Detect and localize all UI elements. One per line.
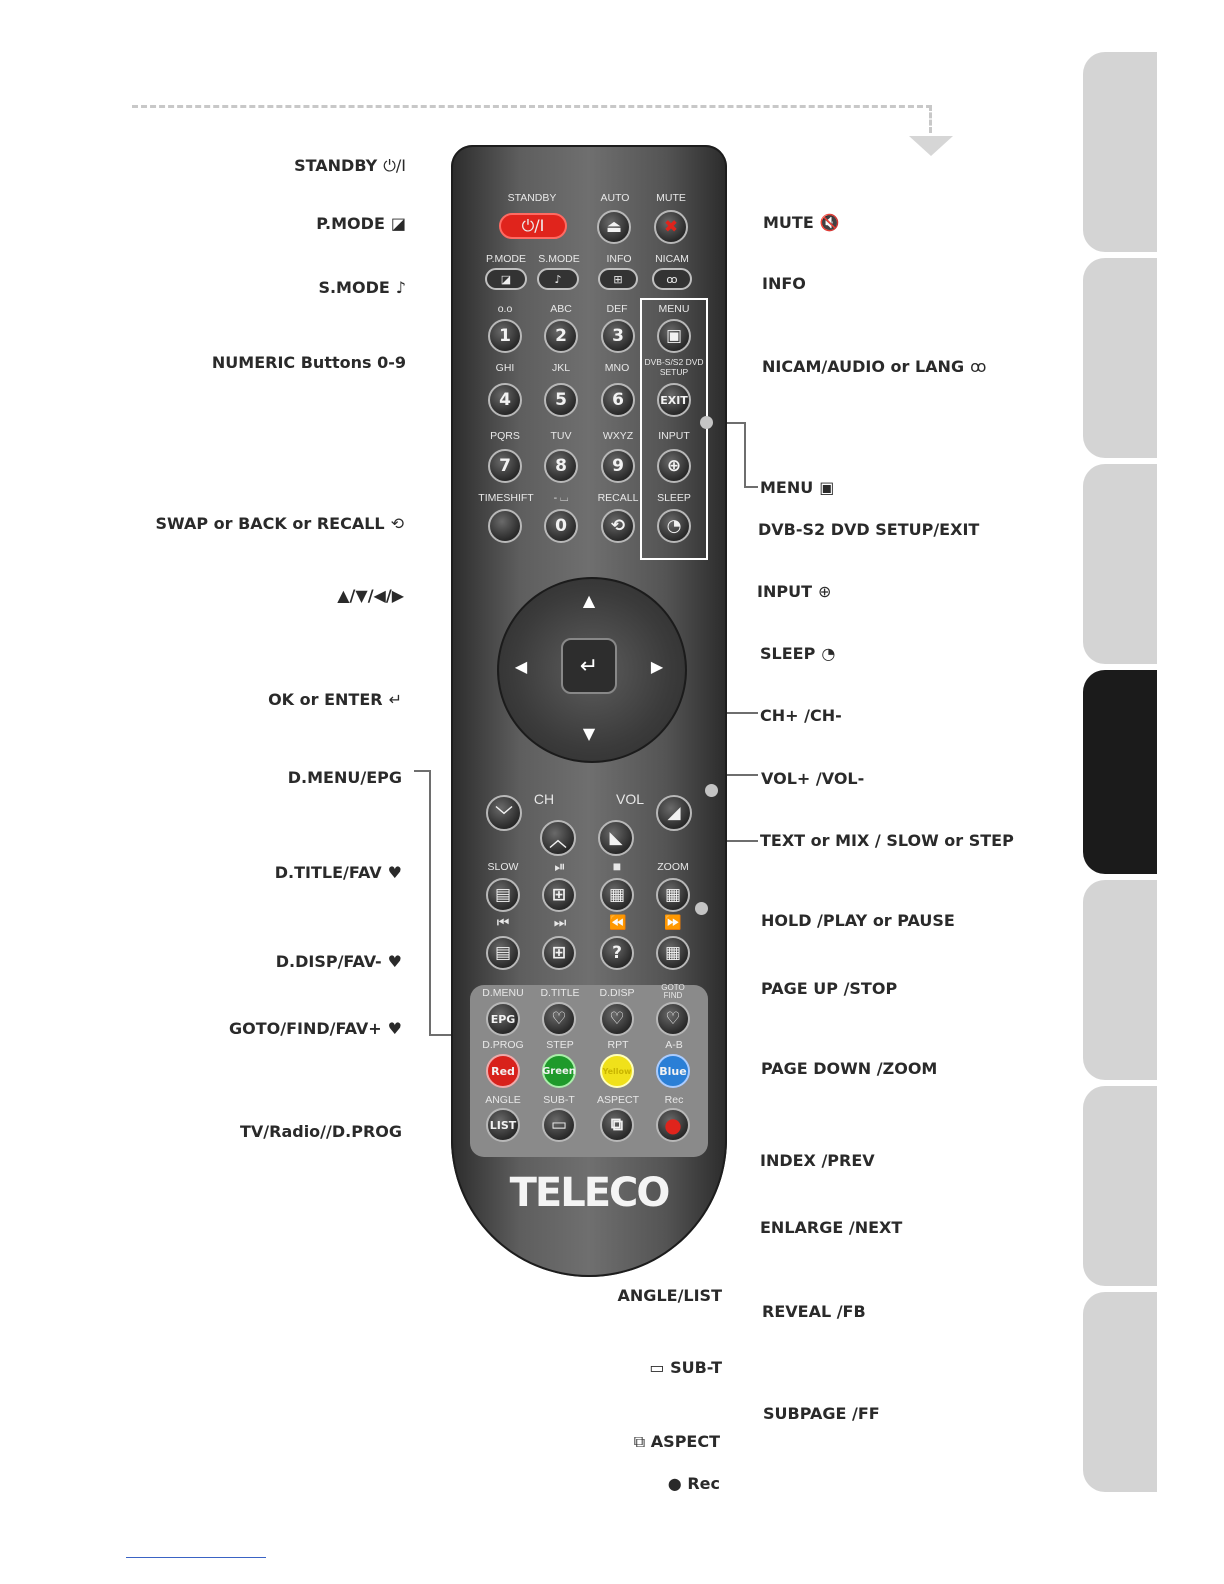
menu-button[interactable]	[657, 319, 691, 353]
ok-enter-button[interactable]	[561, 638, 617, 694]
digit-5-button[interactable]: 5	[544, 383, 578, 417]
rewind-icon: ⏪	[609, 914, 627, 930]
connector-line	[726, 774, 758, 776]
label-dvb: DVB-S2 DVD SETUP/EXIT	[758, 520, 980, 539]
page-up-button[interactable]	[600, 878, 634, 912]
caption-info: INFO	[606, 253, 632, 265]
page-down-icon: ▦	[664, 885, 682, 905]
exit-button[interactable]: EXIT	[657, 383, 691, 417]
caption-dmenu: D.MENU	[482, 987, 524, 999]
left-arrow-button[interactable]	[505, 650, 537, 682]
label-ddisp: D.DISP/FAV- ♥	[275, 952, 402, 971]
digit-2-button[interactable]: 2	[544, 319, 578, 353]
eject-icon: ⏏	[605, 217, 623, 237]
label-goto: GOTO/FIND/FAV+ ♥	[228, 1019, 402, 1038]
caption-rpt: RPT	[607, 1039, 629, 1051]
page-down-button[interactable]	[656, 878, 690, 912]
section-tab-7[interactable]	[1083, 1292, 1157, 1492]
sleep-icon: ◔	[666, 516, 682, 536]
caption-wxyz: WXYZ	[602, 430, 634, 442]
text-mix-button[interactable]	[486, 878, 520, 912]
label-s-mode: S.MODE ♪	[318, 278, 406, 297]
digit-7-button[interactable]: 7	[488, 449, 522, 483]
label-enlarge: ENLARGE /NEXT	[760, 1218, 903, 1237]
play-pause-icon: ⏯	[554, 858, 566, 874]
input-icon: ⊕	[817, 582, 832, 601]
subtitle-button[interactable]	[542, 1108, 576, 1142]
vol-down-button[interactable]	[598, 820, 634, 856]
label-info: INFO	[762, 274, 806, 293]
caption-auto: AUTO	[600, 192, 630, 204]
mute-icon: 🔇	[819, 213, 840, 232]
rec-dot-icon: ●	[664, 1113, 682, 1137]
connector-line	[429, 770, 431, 1036]
rec-button[interactable]	[656, 1108, 690, 1142]
rec-dot-icon: ●	[667, 1474, 682, 1493]
menu-icon: ▣	[665, 326, 683, 346]
label-reveal: REVEAL /FB	[762, 1302, 866, 1321]
left-arrow-icon: ◀	[514, 656, 528, 676]
label-index: INDEX /PREV	[760, 1151, 875, 1170]
section-tab-6[interactable]	[1083, 1086, 1157, 1286]
standby-button[interactable]	[499, 213, 567, 239]
caption-abc: ABC	[550, 303, 572, 315]
label-input: INPUT ⊕	[757, 582, 832, 601]
nicam-icon: ꝏ	[666, 272, 678, 286]
caption-def: DEF	[606, 303, 628, 315]
subtitle-icon: ▭	[550, 1115, 568, 1135]
sleep-button[interactable]	[657, 509, 691, 543]
volume-down-icon: ◣	[609, 828, 623, 848]
up-arrow-icon: ▲	[582, 590, 596, 610]
label-dmenu: D.MENU/EPG	[287, 768, 402, 787]
connector-line	[744, 486, 758, 488]
section-tab-5[interactable]	[1083, 880, 1157, 1080]
caption-timeshift: TIMESHIFT	[478, 492, 534, 504]
label-standby: STANDBY ⏻/I	[294, 156, 406, 175]
label-sleep: SLEEP ◔	[760, 644, 836, 663]
label-swap: SWAP or BACK or RECALL ⟲	[155, 514, 404, 533]
caption-ch: CH	[533, 791, 555, 807]
brand-logo: TELECO	[509, 1170, 669, 1216]
input-icon: ⊕	[666, 456, 682, 476]
callout-dot	[700, 416, 713, 429]
hold-button[interactable]	[542, 878, 576, 912]
hold-icon: ⊞	[551, 885, 567, 905]
down-arrow-button[interactable]	[569, 718, 609, 748]
caption-smode: S.MODE	[538, 253, 580, 265]
caption-dash: - ⌴	[553, 492, 569, 504]
reveal-icon: ?	[612, 943, 622, 963]
caption-mute: MUTE	[656, 192, 686, 204]
label-tvradio: TV/Radio//D.PROG	[239, 1122, 402, 1141]
caption-ab: A-B	[665, 1039, 683, 1051]
reveal-button[interactable]	[600, 936, 634, 970]
aspect-icon: ⧉	[633, 1432, 646, 1451]
teletext-icon: ▤	[494, 885, 512, 905]
p-mode-button[interactable]	[485, 268, 527, 290]
dtitle-fav-button[interactable]	[542, 1002, 576, 1036]
label-angle: ANGLE/LIST	[617, 1286, 722, 1305]
label-subt: ▭ SUB-T	[649, 1358, 722, 1377]
label-subpage: SUBPAGE /FF	[763, 1404, 880, 1423]
caption-zoom: ZOOM	[657, 861, 689, 873]
nicam-button[interactable]	[652, 268, 692, 290]
volume-up-icon: ◢	[667, 803, 681, 823]
aspect-button[interactable]	[600, 1108, 634, 1142]
ch-up-button[interactable]	[540, 820, 576, 856]
auto-button[interactable]	[597, 210, 631, 244]
digit-0-button[interactable]: 0	[544, 509, 578, 543]
recall-icon: ⟲	[390, 514, 404, 533]
caption-pqrs: PQRS	[490, 430, 520, 442]
footer-rule	[126, 1557, 266, 1558]
connector-line	[744, 422, 746, 488]
label-numeric: NUMERIC Buttons 0-9	[211, 353, 406, 372]
label-mute: MUTE 🔇	[763, 213, 840, 232]
digit-4-button[interactable]: 4	[488, 383, 522, 417]
heart-minus-icon: ♡	[609, 1009, 625, 1029]
page-up-icon: ▦	[608, 885, 626, 905]
menu-icon: ▣	[819, 478, 835, 497]
list-button[interactable]: LIST	[486, 1108, 520, 1142]
prev-icon: ⏮	[496, 914, 510, 930]
caption-dvb: DVB-S/S2 DVD SETUP	[644, 357, 704, 377]
picture-mode-icon: ◪	[500, 272, 512, 286]
epg-button[interactable]: EPG	[486, 1002, 520, 1036]
chevron-up-icon: ︿	[549, 830, 567, 851]
recall-icon: ⟲	[610, 516, 626, 536]
mute-button[interactable]	[654, 210, 688, 244]
chevron-down-icon: ﹀	[495, 805, 513, 826]
heart-icon: ♥	[387, 863, 402, 882]
caption-mno: MNO	[604, 362, 630, 374]
stop-icon: ■	[612, 858, 622, 874]
aspect-icon: ⧉	[610, 1115, 624, 1135]
fast-forward-icon: ⏩	[664, 914, 682, 930]
goto-fav-plus-button[interactable]	[656, 1002, 690, 1036]
caption-tuv: TUV	[550, 430, 572, 442]
info-button[interactable]	[598, 268, 638, 290]
right-arrow-button[interactable]	[641, 650, 673, 682]
callout-dot	[705, 784, 718, 797]
caption-aspect: ASPECT	[596, 1094, 639, 1106]
ddisp-fav-minus-button[interactable]	[600, 1002, 634, 1036]
caption-jkl: JKL	[551, 362, 571, 374]
picture-mode-icon: ◪	[390, 214, 406, 233]
digit-3-button[interactable]: 3	[601, 319, 635, 353]
caption-step: STEP	[546, 1039, 574, 1051]
heart-plus-icon: ♡	[665, 1009, 681, 1029]
down-arrow-icon: ▼	[582, 723, 596, 743]
label-pagedown: PAGE DOWN /ZOOM	[761, 1059, 938, 1078]
caption-ddisp: D.DISP	[599, 987, 635, 999]
section-tab-1[interactable]	[1083, 52, 1157, 252]
power-icon: ⏻/I	[521, 216, 545, 235]
index-icon: ▤	[494, 943, 512, 963]
heart-plus-icon: ♥	[387, 1019, 402, 1038]
caption-slow: SLOW	[487, 861, 519, 873]
recall-button[interactable]	[601, 509, 635, 543]
caption-menu: MENU	[658, 303, 690, 315]
info-icon: ⊞	[613, 272, 623, 286]
subpage-icon: ▦	[664, 943, 682, 963]
caption-ghi: GHI	[495, 362, 515, 374]
digit-8-button[interactable]: 8	[544, 449, 578, 483]
right-arrow-icon: ▶	[650, 656, 664, 676]
caption-pmode: P.MODE	[485, 253, 527, 265]
label-arrows: ▲/▼/◀/▶	[337, 586, 404, 605]
caption-standby: STANDBY	[507, 192, 557, 204]
digit-1-button[interactable]: 1	[488, 319, 522, 353]
digit-9-button[interactable]: 9	[601, 449, 635, 483]
timeshift-button[interactable]	[488, 509, 522, 543]
label-p-mode: P.MODE ◪	[316, 214, 406, 233]
input-button[interactable]	[657, 449, 691, 483]
enter-icon: ↵	[579, 653, 599, 679]
caption-oo: o.o	[497, 303, 513, 315]
ch-down-button[interactable]	[486, 795, 522, 831]
label-nicam: NICAM/AUDIO or LANG ꝏ	[762, 357, 987, 376]
blue-button[interactable]: Blue	[656, 1054, 690, 1088]
red-button[interactable]: Red	[486, 1054, 520, 1088]
label-ch: CH+ /CH-	[760, 706, 842, 725]
next-icon: ⏭	[553, 914, 567, 930]
subpage-button[interactable]	[656, 936, 690, 970]
enlarge-button[interactable]	[542, 936, 576, 970]
label-rec: ● Rec	[667, 1474, 720, 1493]
heart-minus-icon: ♥	[387, 952, 402, 971]
caption-subt: SUB-T	[543, 1094, 575, 1106]
dashed-guide-drop	[929, 105, 932, 133]
yellow-button[interactable]: Yellow	[600, 1054, 634, 1088]
section-tab-active[interactable]	[1083, 670, 1157, 874]
index-button[interactable]	[486, 936, 520, 970]
caption-recall: RECALL	[597, 492, 639, 504]
caption-goto: GOTO FIND	[661, 983, 685, 1000]
mute-icon: ✖	[663, 217, 679, 237]
section-tab-2[interactable]	[1083, 258, 1157, 458]
subtitle-icon: ▭	[649, 1358, 665, 1377]
label-text: TEXT or MIX / SLOW or STEP	[760, 831, 1014, 850]
sleep-icon: ◔	[821, 644, 836, 663]
sound-mode-icon: ♪	[554, 272, 562, 286]
label-ok: OK or ENTER ↵	[268, 690, 402, 709]
caption-angle: ANGLE	[485, 1094, 521, 1106]
nicam-icon: ꝏ	[970, 357, 987, 376]
caption-nicam: NICAM	[655, 253, 689, 265]
caption-dprog: D.PROG	[482, 1039, 524, 1051]
digit-6-button[interactable]: 6	[601, 383, 635, 417]
green-button[interactable]: Green	[542, 1054, 576, 1088]
label-menu: MENU ▣	[760, 478, 835, 497]
sound-mode-icon: ♪	[395, 278, 406, 297]
caption-sleep: SLEEP	[657, 492, 691, 504]
enter-icon: ↵	[388, 690, 402, 709]
connector-line	[726, 840, 758, 842]
callout-dot	[695, 902, 708, 915]
dashed-guide-line	[132, 105, 932, 108]
label-dtitle: D.TITLE/FAV ♥	[274, 863, 402, 882]
label-aspect: ⧉ ASPECT	[633, 1432, 720, 1451]
heart-icon: ♡	[551, 1009, 567, 1029]
s-mode-button[interactable]	[537, 268, 579, 290]
section-tab-3[interactable]	[1083, 464, 1157, 664]
label-hold: HOLD /PLAY or PAUSE	[761, 911, 955, 930]
caption-rec: Rec	[664, 1094, 684, 1106]
up-arrow-button[interactable]	[569, 585, 609, 615]
caption-input: INPUT	[658, 430, 690, 442]
power-icon: ⏻/I	[383, 156, 406, 175]
vol-up-button[interactable]	[656, 795, 692, 831]
enlarge-icon: ⊞	[551, 943, 567, 963]
label-pageup: PAGE UP /STOP	[761, 979, 898, 998]
caption-dtitle: D.TITLE	[540, 987, 580, 999]
guide-arrow-icon	[909, 136, 953, 156]
label-vol: VOL+ /VOL-	[761, 769, 865, 788]
connector-line	[726, 712, 758, 714]
caption-vol: VOL	[615, 791, 644, 807]
